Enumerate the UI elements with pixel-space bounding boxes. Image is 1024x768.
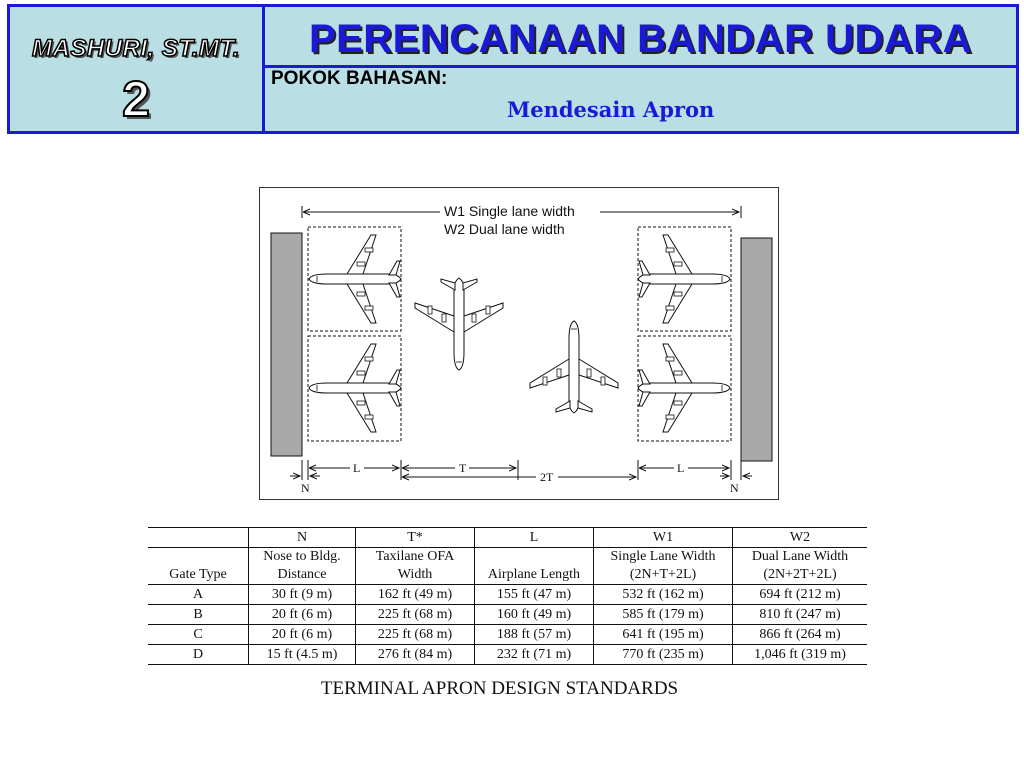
table-symbol-row <box>148 528 867 548</box>
table-row <box>148 645 867 665</box>
airplane-icon <box>530 321 618 413</box>
table-header: Gate Type <box>148 548 249 585</box>
apron-diagram <box>259 187 779 500</box>
airplane-icon <box>638 235 730 323</box>
terminal-building-left <box>271 233 302 456</box>
page-title: PERENCANAAN BANDAR UDARA <box>308 17 973 61</box>
table-cell: 694 ft (212 m) <box>733 585 868 605</box>
table-cell: C <box>148 625 249 645</box>
2t-label: 2T <box>540 470 554 484</box>
table-cell: 225 ft (68 m) <box>356 625 475 645</box>
table-cell: 641 ft (195 m) <box>594 625 733 645</box>
table-header-row <box>148 548 867 585</box>
table-row <box>148 585 867 605</box>
table-cell: 276 ft (84 m) <box>356 645 475 665</box>
n-right-label: N <box>730 481 739 495</box>
table-header: Airplane Length <box>475 548 594 585</box>
table-cell: 162 ft (49 m) <box>356 585 475 605</box>
table-cell: 155 ft (47 m) <box>475 585 594 605</box>
apron-diagram-svg <box>260 188 778 499</box>
topic-label: POKOK BAHASAN: <box>271 68 448 89</box>
table-cell: 30 ft (9 m) <box>249 585 356 605</box>
table-symbol: W2 <box>733 528 868 548</box>
w1-label: W1 Single lane width <box>444 203 575 219</box>
w2-label: W2 Dual lane width <box>444 221 565 237</box>
table-cell: A <box>148 585 249 605</box>
table-cell: B <box>148 605 249 625</box>
table-cell: 1,046 ft (319 m) <box>733 645 868 665</box>
author-name: MASHURI, ST.MT. <box>32 35 240 62</box>
table-symbol <box>148 528 249 548</box>
table-row <box>148 605 867 625</box>
table-cell: 225 ft (68 m) <box>356 605 475 625</box>
table-header: Nose to Bldg. Distance <box>249 548 356 585</box>
table-caption: TERMINAL APRON DESIGN STANDARDS <box>320 678 679 699</box>
l-left-label: L <box>353 461 361 475</box>
table-cell: 160 ft (49 m) <box>475 605 594 625</box>
airplane-icon <box>309 344 401 432</box>
airplane-icon <box>415 278 503 370</box>
apron-standards-table <box>148 527 867 665</box>
table-cell: 866 ft (264 m) <box>733 625 868 645</box>
table-cell: 232 ft (71 m) <box>475 645 594 665</box>
table-cell: 15 ft (4.5 m) <box>249 645 356 665</box>
table-header: Single Lane Width (2N+T+2L) <box>594 548 733 585</box>
l-right-label: L <box>677 461 685 475</box>
airplane-icon <box>638 344 730 432</box>
table-cell: D <box>148 645 249 665</box>
table-cell: 20 ft (6 m) <box>249 605 356 625</box>
table-symbol: L <box>475 528 594 548</box>
table-cell: 188 ft (57 m) <box>475 625 594 645</box>
table-symbol: T* <box>356 528 475 548</box>
table-symbol: N <box>249 528 356 548</box>
table-cell: 532 ft (162 m) <box>594 585 733 605</box>
table-cell: 585 ft (179 m) <box>594 605 733 625</box>
table-cell: 810 ft (247 m) <box>733 605 868 625</box>
table-cell: 770 ft (235 m) <box>594 645 733 665</box>
table-symbol: W1 <box>594 528 733 548</box>
table-header: Taxilane OFA Width <box>356 548 475 585</box>
table-header: Dual Lane Width (2N+2T+2L) <box>733 548 868 585</box>
topic-title: Mendesain Apron <box>507 97 715 122</box>
airplane-icon <box>309 235 401 323</box>
n-left-label: N <box>301 481 310 495</box>
chapter-number: 2 <box>122 71 150 127</box>
table-row <box>148 625 867 645</box>
terminal-building-right <box>741 238 772 461</box>
t-label: T <box>459 461 467 475</box>
table-cell: 20 ft (6 m) <box>249 625 356 645</box>
